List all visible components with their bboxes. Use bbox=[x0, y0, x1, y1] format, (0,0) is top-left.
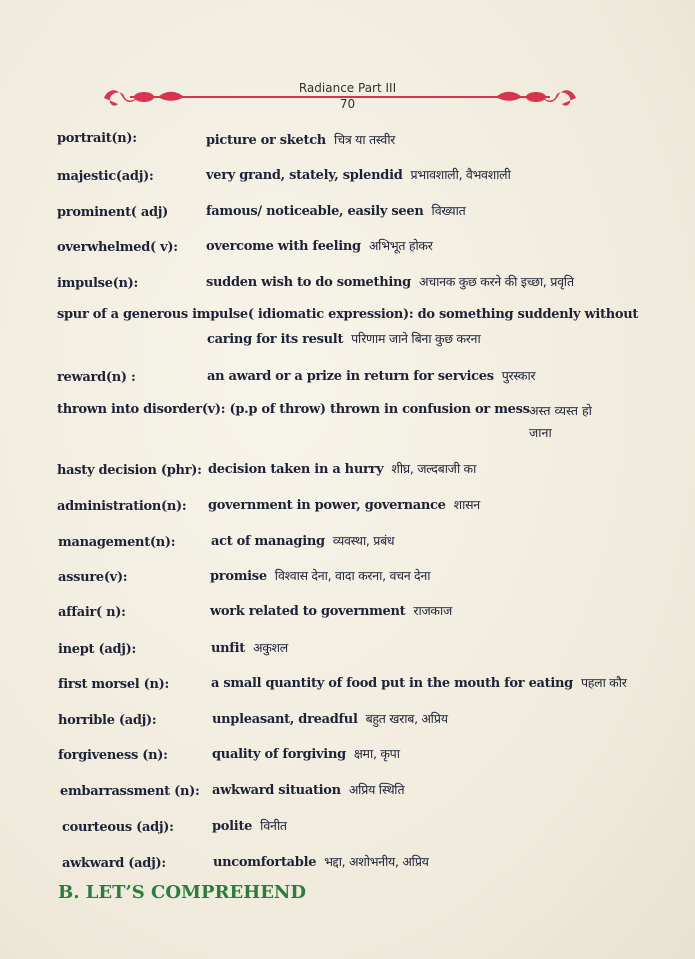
term-administration: administration(n): bbox=[57, 499, 187, 514]
definition-inept: unfit अकुशल bbox=[211, 640, 288, 656]
hindi-thrown-into-disorder: अस्त व्यस्त हो bbox=[529, 403, 592, 418]
definition-majestic: very grand, stately, splendid प्रभावशाली, वैभवशाली bbox=[206, 167, 511, 183]
term-inept: inept (adj): bbox=[58, 642, 136, 657]
header-title: Radiance Part III bbox=[298, 81, 397, 95]
term-hasty-decision: hasty decision (phr): bbox=[57, 463, 202, 478]
term-impulse: impulse(n): bbox=[57, 276, 139, 291]
term-horrible: horrible (adj): bbox=[58, 713, 157, 728]
definition-hasty-decision: decision taken in a hurry शीघ्र, जल्दबाजी का bbox=[208, 461, 477, 477]
definition-affair: work related to government राजकाज bbox=[210, 603, 452, 619]
definition-management: act of managing व्यवस्था, प्रबंध bbox=[211, 533, 395, 549]
definition-spur-of-generous-impulse: caring for its result परिणाम जाने बिना कुछ करना bbox=[207, 331, 481, 347]
definition-courteous: polite विनीत bbox=[212, 818, 287, 834]
term-thrown-into-disorder: thrown into disorder(v): (p.p of throw) thrown in confusion or mess bbox=[57, 402, 530, 417]
term-courteous: courteous (adj): bbox=[62, 820, 174, 835]
definition-first-morsel: a small quantity of food put in the mouth for eating पहला कौर bbox=[211, 675, 627, 691]
definition-overwhelmed: overcome with feeling अभिभूत होकर bbox=[206, 238, 433, 254]
term-awkward: awkward (adj): bbox=[62, 856, 166, 871]
definition-assure: promise विश्वास देना, वादा करना, वचन देना bbox=[210, 568, 431, 584]
term-assure: assure(v): bbox=[58, 570, 128, 585]
term-first-morsel: first morsel (n): bbox=[58, 677, 170, 692]
term-overwhelmed: overwhelmed( v): bbox=[57, 240, 178, 255]
definition-reward: an award or a prize in return for services पुरस्कार bbox=[207, 368, 536, 384]
definition-administration: government in power, governance शासन bbox=[208, 497, 480, 513]
term-management: management(n): bbox=[58, 535, 176, 550]
definition-impulse: sudden wish to do something अचानक कुछ करने की इच्छा, प्रवृति bbox=[206, 274, 574, 290]
term-prominent: prominent( adj) bbox=[57, 205, 169, 220]
hindi-thrown-into-disorder-cont: जाना bbox=[529, 425, 552, 440]
term-affair: affair( n): bbox=[58, 605, 126, 620]
section-heading: B. LET’S COMPREHEND bbox=[58, 882, 306, 903]
term-spur-of-generous-impulse: spur of a generous impulse( idiomatic expression): do something suddenly without bbox=[57, 307, 639, 322]
term-embarrassment: embarrassment (n): bbox=[60, 784, 200, 799]
definition-horrible: unpleasant, dreadful बहुत खराब, अप्रिय bbox=[212, 711, 448, 727]
definition-awkward: uncomfortable भद्दा, अशोभनीय, अप्रिय bbox=[213, 854, 429, 870]
page-number: 70 bbox=[339, 97, 356, 111]
term-majestic: majestic(adj): bbox=[57, 169, 154, 184]
definition-prominent: famous/ noticeable, easily seen विख्यात bbox=[206, 203, 466, 219]
definition-portrait: picture or sketch चित्र या तस्वीर bbox=[206, 132, 396, 148]
term-portrait: portrait(n): bbox=[57, 131, 137, 146]
term-reward: reward(n) : bbox=[57, 370, 136, 385]
definition-forgiveness: quality of forgiving क्षमा, कृपा bbox=[212, 746, 400, 762]
term-forgiveness: forgiveness (n): bbox=[58, 748, 168, 763]
definition-embarrassment: awkward situation अप्रिय स्थिति bbox=[212, 782, 405, 798]
